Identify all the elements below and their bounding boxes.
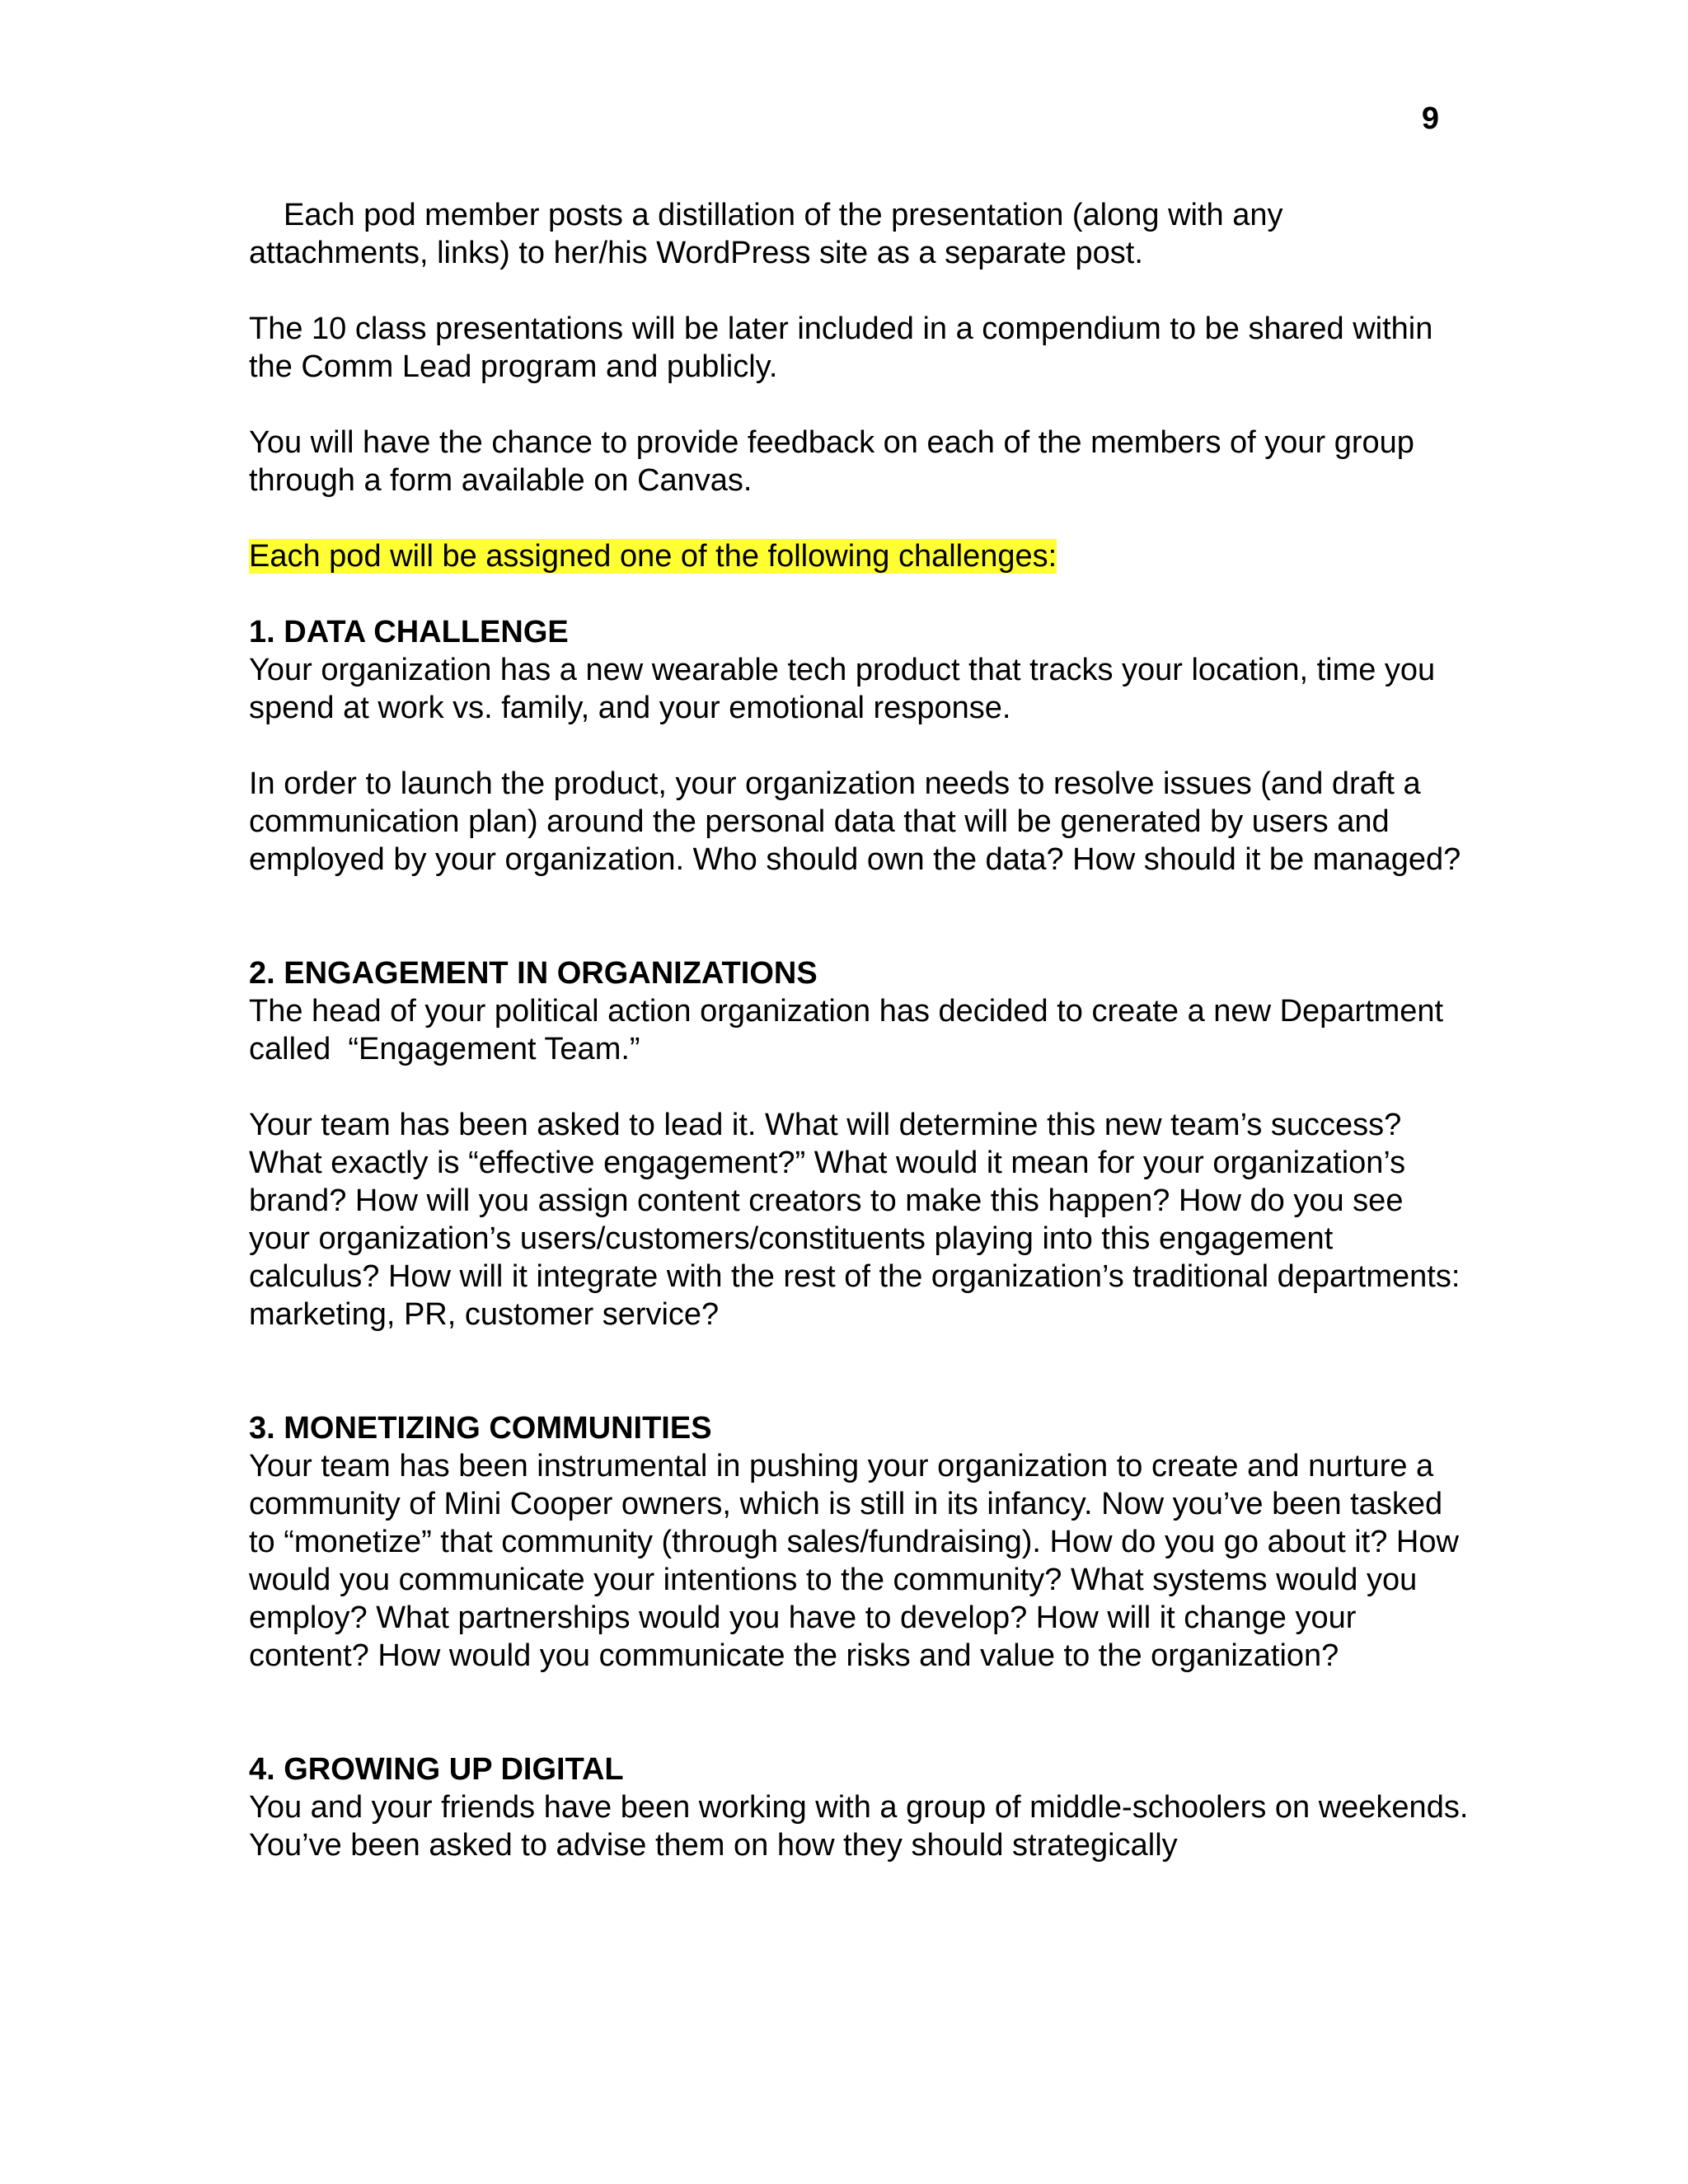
challenge-section-1 [249,613,1469,879]
challenge-paragraph: In order to launch the product, your organization needs to resolve issues (and draft a communication plan) around the personal data that will be generated by users and employed by your organization. Who should own the data? How should it be managed? [249,766,1461,877]
challenge-heading: 3. MONETIZING COMMUNITIES [249,1411,712,1446]
challenge-section-2 [249,954,1469,1333]
intro-paragraph-1: Each pod member posts a distillation of the presentation (along with any attachments, links) to her/his WordPress site as a separate post. [249,198,1292,270]
challenge-paragraph: Your organization has a new wearable tech product that tracks your location, time you spend at work vs. family, and your emotional response. [249,653,1444,725]
challenge-paragraph: Your team has been instrumental in pushing your organization to create and nurture a community of Mini Cooper owners, which is still in its infancy. Now you’ve been tasked to “monetize” that community (through sales/fundraising). How do you go about it? How would you communicate your intentions to the community? What systems would you employ? What partnerships would you have to develop? How will it change your content? How would you communicate the risks and value to the organization? [249,1449,1468,1673]
section-spacer [249,1675,1469,1750]
section-spacer [249,879,1469,954]
intro-paragraph-3: You will have the chance to provide feedback on each of the members of your group through a form available on Canvas. [249,425,1423,498]
challenge-paragraph: You and your friends have been working with a group of middle-schoolers on weekends. You’ve been asked to advise them on how they should strategically [249,1790,1477,1863]
challenge-section-3 [249,1409,1469,1675]
challenge-section-4 [249,1750,1477,1864]
highlighted-instruction [249,537,1469,575]
challenge-heading: 2. ENGAGEMENT IN ORGANIZATIONS [249,956,818,991]
highlighted-text: Each pod will be assigned one of the following challenges: [249,539,1057,574]
challenge-heading: 1. DATA CHALLENGE [249,615,569,649]
challenge-paragraph: Your team has been asked to lead it. What will determine this new team’s success? What exactly is “effective engagement?” What would it mean for your organization’s brand? How will you assign content creators to make this happen? How do you see your organization’s users/customers/constituents playing into this engagement calculus? How will it integrate with the rest of the organization’s traditional departments: marketing, PR, customer service? [249,1108,1469,1332]
page-number: 9 [1421,101,1439,136]
section-spacer [249,1333,1469,1409]
intro-paragraph-2: The 10 class presentations will be later included in a compendium to be shared within the Comm Lead program and publicly. [249,312,1442,384]
challenge-paragraph: The head of your political action organization has decided to create a new Department called “Engagement Team.” [249,994,1452,1066]
document-body [249,196,1477,1864]
challenge-heading: 4. GROWING UP DIGITAL [249,1752,624,1787]
